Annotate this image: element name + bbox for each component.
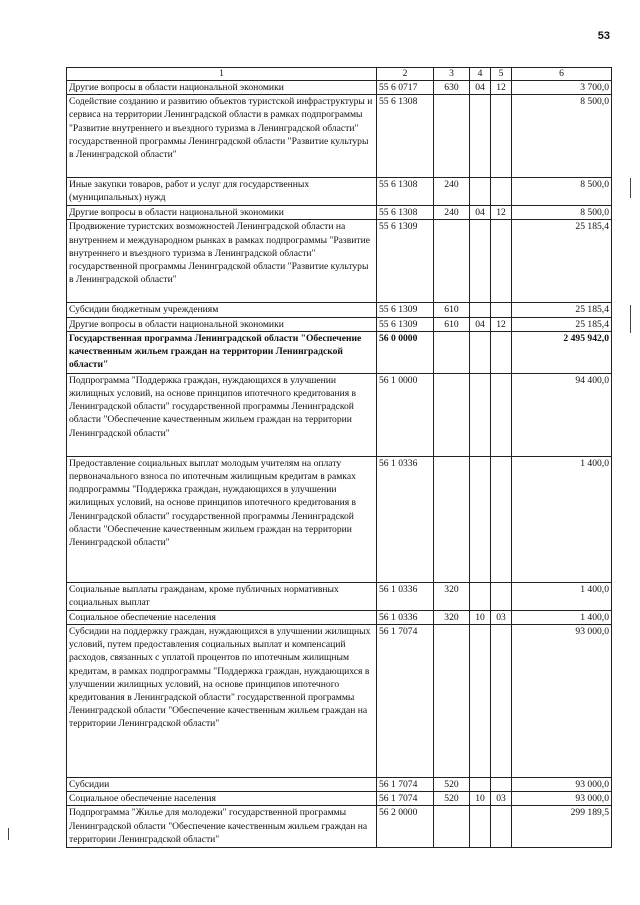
row-amount-cell: 8 500,0: [512, 206, 612, 220]
row-code-cell: 55 6 1308: [377, 178, 434, 206]
row-expense-type-cell: 240: [434, 206, 470, 220]
row-amount-cell: 3 700,0: [512, 81, 612, 95]
row-name-cell: Иные закупки товаров, работ и услуг для государственных (муниципальных) нужд: [67, 178, 377, 206]
column-header-amount: 6: [512, 68, 612, 81]
row-subsection-cell: [491, 373, 512, 456]
row-section-cell: [470, 303, 491, 317]
row-subsection-cell: [491, 331, 512, 373]
row-amount-cell: 93 000,0: [512, 625, 612, 778]
column-header-subsection: 5: [491, 68, 512, 81]
table-row: [67, 95, 612, 178]
row-name-cell: Продвижение туристских возможностей Ленинградской области на внутреннем и международном рынках в рамках подпрограммы "Развитие внутреннего и въездного туризма в Ленинградской области" государственной программы Ленинградской области "Развитие культуры в Ленинградской области": [67, 220, 377, 303]
row-subsection-cell: [491, 778, 512, 792]
row-amount-cell: 299 189,5: [512, 806, 612, 848]
table-row: [67, 220, 612, 303]
row-name-cell: Другие вопросы в области национальной экономики: [67, 317, 377, 331]
row-amount-cell: 2 495 942,0: [512, 331, 612, 373]
row-subsection-cell: [491, 625, 512, 778]
row-amount-cell: 8 500,0: [512, 178, 612, 206]
column-header-section: 4: [470, 68, 491, 81]
row-subsection-cell: 03: [491, 610, 512, 624]
table-row: [67, 373, 612, 456]
row-expense-type-cell: [434, 95, 470, 178]
row-expense-type-cell: [434, 220, 470, 303]
row-name-cell: Другие вопросы в области национальной экономики: [67, 206, 377, 220]
row-code-cell: 56 1 7074: [377, 792, 434, 806]
row-section-cell: [470, 95, 491, 178]
table-row: [67, 456, 612, 582]
row-section-cell: 04: [470, 317, 491, 331]
table-row: [67, 792, 612, 806]
row-expense-type-cell: [434, 331, 470, 373]
row-name-cell: Субсидии на поддержку граждан, нуждающихся в улучшении жилищных условий, путем предоставления социальных выплат и компенсаций расходов, связанных с уплатой процентов по ипотечным жилищным кредитам, в рамках подпрограммы "Поддержка граждан, нуждающихся в улучшении жилищных условий, на основе принципов ипотечного кредитования в Ленинградской области" государственной программы Ленинградской области "Обеспечение качественным жильем граждан на территории Ленинградской области": [67, 625, 377, 778]
row-name-cell: Субсидии бюджетным учреждениям: [67, 303, 377, 317]
row-subsection-cell: [491, 95, 512, 178]
row-expense-type-cell: 320: [434, 610, 470, 624]
row-subsection-cell: [491, 806, 512, 848]
row-code-cell: 56 1 7074: [377, 625, 434, 778]
page-number: 53: [597, 30, 610, 42]
row-expense-type-cell: 240: [434, 178, 470, 206]
row-code-cell: 55 6 1309: [377, 303, 434, 317]
row-code-cell: 55 6 0717: [377, 81, 434, 95]
row-section-cell: [470, 625, 491, 778]
row-name-cell: Государственная программа Ленинградской области "Обеспечение качественным жильем граждан на территории Ленинградской области": [67, 331, 377, 373]
table-row: [67, 206, 612, 220]
row-subsection-cell: [491, 178, 512, 206]
row-code-cell: 56 1 0336: [377, 610, 434, 624]
margin-mark-top-right: [630, 178, 631, 198]
row-expense-type-cell: 630: [434, 81, 470, 95]
row-expense-type-cell: [434, 625, 470, 778]
table-row: [67, 178, 612, 206]
row-code-cell: 56 1 0336: [377, 456, 434, 582]
row-expense-type-cell: [434, 806, 470, 848]
row-section-cell: [470, 778, 491, 792]
row-name-cell: Содействие созданию и развитию объектов туристской инфраструктуры и сервиса на территории Ленинградской области в рамках подпрограммы "Развитие внутреннего и въездного туризма в Ленинградской области" государственной программы Ленинградской области "Развитие культуры в Ленинградской области": [67, 95, 377, 178]
table-row: [67, 317, 612, 331]
budget-table: [66, 67, 612, 848]
row-subsection-cell: 12: [491, 206, 512, 220]
row-amount-cell: 94 400,0: [512, 373, 612, 456]
row-amount-cell: 25 185,4: [512, 303, 612, 317]
row-expense-type-cell: 610: [434, 303, 470, 317]
row-code-cell: 55 6 1308: [377, 95, 434, 178]
row-section-cell: 04: [470, 81, 491, 95]
table-header-row: [67, 68, 612, 81]
row-code-cell: 56 1 0336: [377, 582, 434, 610]
table-row: [67, 582, 612, 610]
row-code-cell: 56 0 0000: [377, 331, 434, 373]
row-name-cell: Подпрограмма "Поддержка граждан, нуждающихся в улучшении жилищных условий, на основе принципов ипотечного кредитования в Ленинградской области" государственной программы Ленинградской области "Обеспечение качественным жильем граждан на территории Ленинградской области": [67, 373, 377, 456]
row-subsection-cell: [491, 582, 512, 610]
row-subsection-cell: 03: [491, 792, 512, 806]
margin-mark-bottom-left: [8, 828, 9, 840]
row-amount-cell: 93 000,0: [512, 778, 612, 792]
column-header-code: 2: [377, 68, 434, 81]
row-name-cell: Другие вопросы в области национальной экономики: [67, 81, 377, 95]
row-subsection-cell: 12: [491, 317, 512, 331]
row-amount-cell: 25 185,4: [512, 317, 612, 331]
row-expense-type-cell: 520: [434, 792, 470, 806]
row-code-cell: 55 6 1308: [377, 206, 434, 220]
row-section-cell: 04: [470, 206, 491, 220]
row-subsection-cell: [491, 303, 512, 317]
table-row: [67, 625, 612, 778]
row-code-cell: 56 1 7074: [377, 778, 434, 792]
row-expense-type-cell: [434, 373, 470, 456]
table-row: [67, 806, 612, 848]
row-amount-cell: 1 400,0: [512, 582, 612, 610]
table-row: [67, 81, 612, 95]
row-code-cell: 55 6 1309: [377, 220, 434, 303]
row-name-cell: Субсидии: [67, 778, 377, 792]
row-name-cell: Подпрограмма "Жилье для молодежи" государственной программы Ленинградской области "Обеспечение качественным жильем граждан на территории Ленинградской области": [67, 806, 377, 848]
row-section-cell: [470, 178, 491, 206]
table-row: [67, 303, 612, 317]
table-row: [67, 778, 612, 792]
row-section-cell: 10: [470, 792, 491, 806]
row-section-cell: [470, 373, 491, 456]
table-row: [67, 610, 612, 624]
row-expense-type-cell: [434, 456, 470, 582]
row-section-cell: 10: [470, 610, 491, 624]
row-subsection-cell: [491, 456, 512, 582]
row-code-cell: 55 6 1309: [377, 317, 434, 331]
row-amount-cell: 1 400,0: [512, 456, 612, 582]
row-subsection-cell: [491, 220, 512, 303]
row-subsection-cell: 12: [491, 81, 512, 95]
row-section-cell: [470, 331, 491, 373]
margin-mark-right: [630, 305, 631, 333]
column-header-expense-type: 3: [434, 68, 470, 81]
table-row: [67, 331, 612, 373]
row-section-cell: [470, 582, 491, 610]
row-expense-type-cell: 520: [434, 778, 470, 792]
row-amount-cell: 1 400,0: [512, 610, 612, 624]
row-name-cell: Предоставление социальных выплат молодым учителям на оплату первоначального взноса по ипотечным жилищным кредитам в рамках подпрограммы "Поддержка граждан, нуждающихся в улучшении жилищных условий, на основе принципов ипотечного кредитования в Ленинградской области" государственной программы Ленинградской области "Обеспечение качественным жильем граждан на территории Ленинградской области": [67, 456, 377, 582]
row-section-cell: [470, 220, 491, 303]
row-code-cell: 56 2 0000: [377, 806, 434, 848]
row-expense-type-cell: 320: [434, 582, 470, 610]
row-name-cell: Социальное обеспечение населения: [67, 792, 377, 806]
row-amount-cell: 93 000,0: [512, 792, 612, 806]
row-expense-type-cell: 610: [434, 317, 470, 331]
row-name-cell: Социальное обеспечение населения: [67, 610, 377, 624]
row-code-cell: 56 1 0000: [377, 373, 434, 456]
column-header-name: 1: [67, 68, 377, 81]
row-amount-cell: 25 185,4: [512, 220, 612, 303]
row-section-cell: [470, 456, 491, 582]
row-amount-cell: 8 500,0: [512, 95, 612, 178]
row-name-cell: Социальные выплаты гражданам, кроме публичных нормативных социальных выплат: [67, 582, 377, 610]
row-section-cell: [470, 806, 491, 848]
